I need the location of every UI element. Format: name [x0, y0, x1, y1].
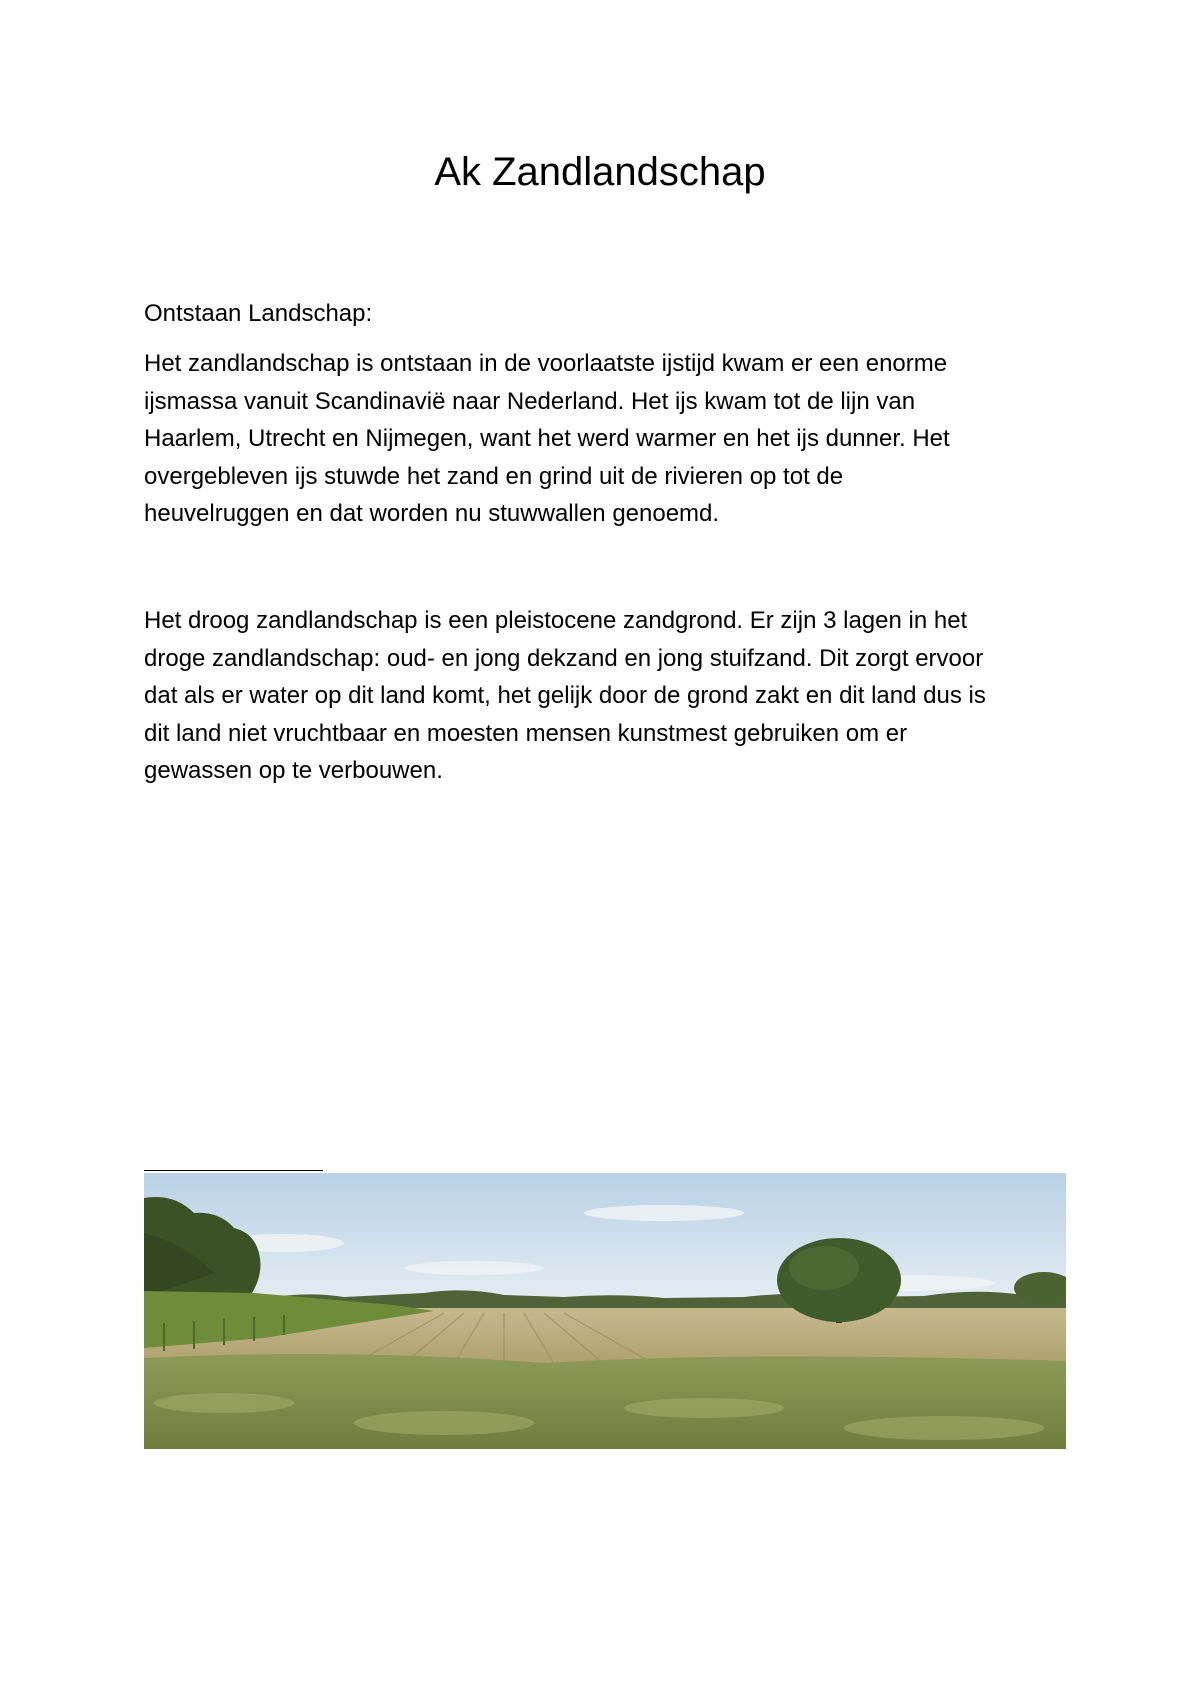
- paragraph-line: ijsmassa vanuit Scandinavië naar Nederland. Het ijs kwam tot de lijn van: [144, 387, 916, 415]
- page-title: Ak Zandlandschap: [434, 150, 766, 194]
- footnote-separator: [144, 1170, 323, 1171]
- paragraph-line: Het droog zandlandschap is een pleistocene zandgrond. Er zijn 3 lagen in het: [144, 607, 968, 634]
- paragraph-line: heuvelruggen en dat worden nu stuwwallen genoemd.: [144, 500, 720, 527]
- paragraph-line: gewassen op te verbouwen.: [144, 757, 443, 784]
- tree-crown-highlight: [789, 1246, 859, 1290]
- paragraph-line: droge zandlandschap: oud- en jong dekzand en jong stuifzand. Dit zorgt ervoor: [144, 644, 984, 672]
- landscape-illustration: [144, 1173, 1066, 1449]
- paragraph-line: dit land niet vruchtbaar en moesten mensen kunstmest gebruiken om er: [144, 719, 908, 747]
- paragraph-line: Het zandlandschap is ontstaan in de voorlaatste ijstijd kwam er een enorme: [144, 350, 948, 377]
- cloud: [584, 1205, 744, 1221]
- cloud: [404, 1261, 544, 1275]
- paragraph-line: Haarlem, Utrecht en Nijmegen, want het werd warmer en het ijs dunner. Het: [144, 425, 950, 452]
- paragraph-origin: [144, 345, 1064, 533]
- paragraph-line: dat als er water op dit land komt, het gelijk door de grond zakt en dit land dus is: [144, 682, 986, 709]
- landscape-photo: [144, 1173, 1066, 1449]
- section-heading: Ontstaan Landschap:: [144, 300, 373, 327]
- paragraph-line: overgebleven ijs stuwde het zand en grind uit de rivieren op tot de: [144, 462, 844, 490]
- paragraph-dry-sand: [144, 602, 1064, 790]
